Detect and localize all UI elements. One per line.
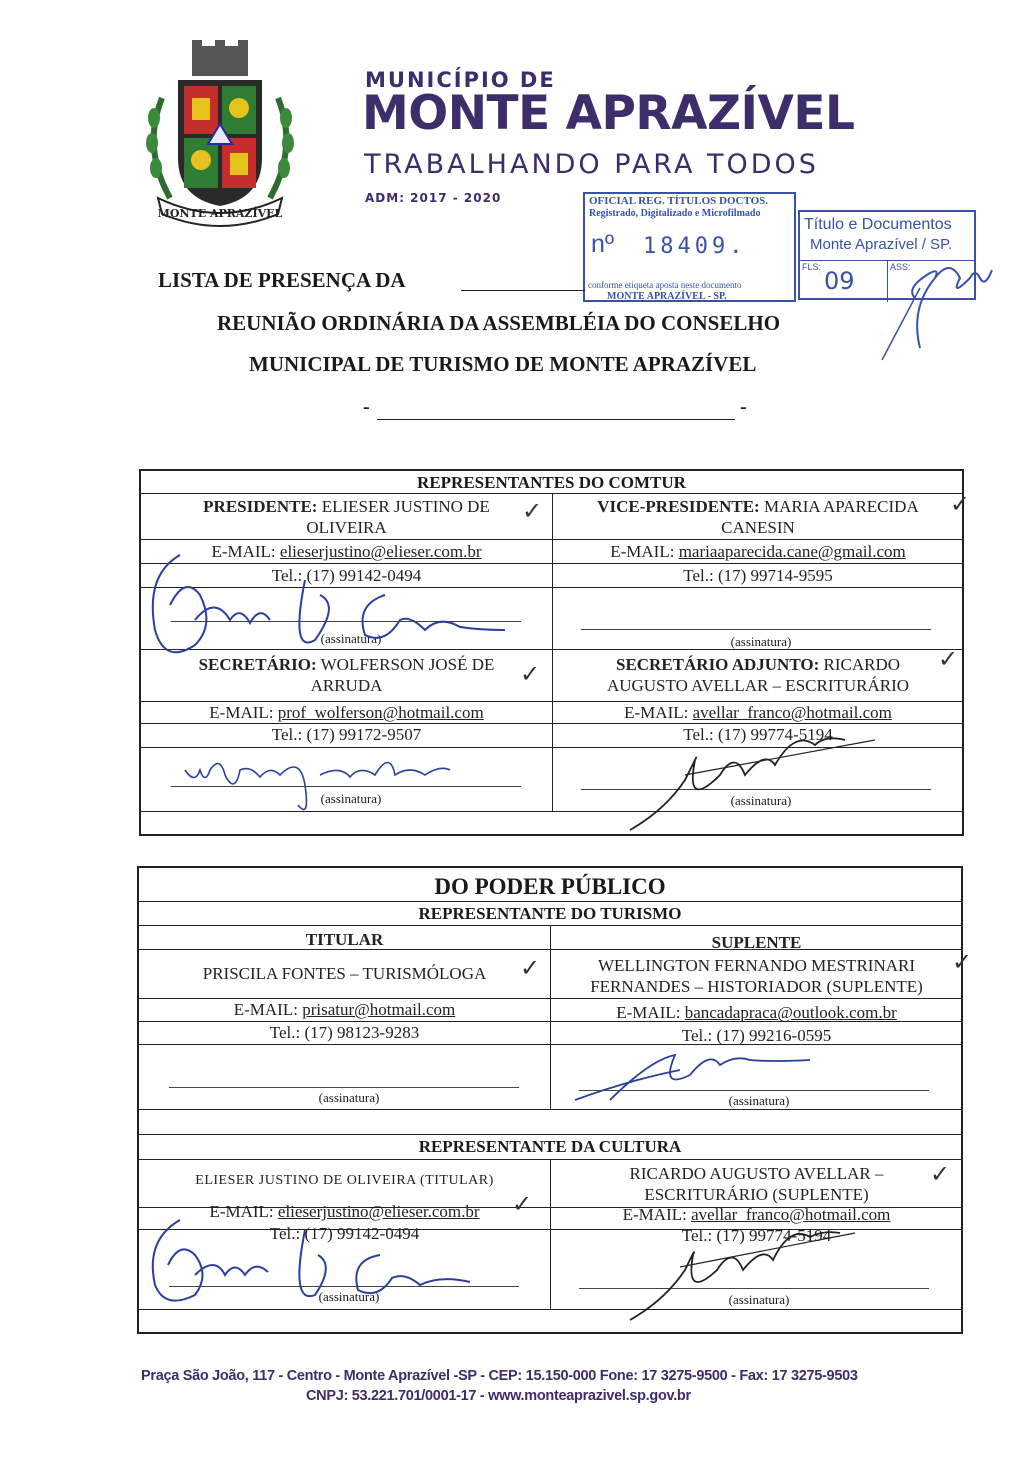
cultura-suplente-tel: Tel.: (17) 99774-5194 bbox=[681, 1226, 832, 1245]
titles-stamp-fls bbox=[800, 260, 888, 302]
secretary-email bbox=[141, 702, 552, 723]
cultura-header: REPRESENTANTE DA CULTURA bbox=[418, 1137, 682, 1156]
president-name bbox=[141, 496, 552, 538]
president-signature-label: (assinatura) bbox=[320, 631, 382, 646]
turismo-suplente-name-a: WELLINGTON FERNANDO MESTRINARI bbox=[598, 956, 915, 975]
president-email-label: E-MAIL: bbox=[211, 542, 276, 561]
secretary-email-label: E-MAIL: bbox=[209, 703, 274, 722]
cultura-titular-name: ELIESER JUSTINO DE OLIVEIRA (TITULAR) bbox=[195, 1173, 494, 1188]
checkmark-icon: ✓ bbox=[952, 948, 973, 976]
poder-publico-header: DO PODER PÚBLICO bbox=[434, 874, 666, 899]
cultura-suplente-name-b: ESCRITURÁRIO (SUPLENTE) bbox=[644, 1185, 869, 1204]
checkmark-icon: ✓ bbox=[930, 1160, 951, 1188]
adjunct-name-a: RICARDO bbox=[823, 655, 901, 674]
fls-label: FLS: bbox=[802, 262, 822, 272]
vice-signature-label: (assinatura) bbox=[730, 634, 792, 649]
president-signature bbox=[140, 535, 520, 670]
secretary-email-value[interactable]: prof_wolferson@hotmail.com bbox=[277, 703, 484, 722]
secretary-signature-label: (assinatura) bbox=[320, 791, 382, 806]
checkmark-icon: ✓ bbox=[522, 497, 543, 525]
vice-name-b: CANESIN bbox=[721, 518, 795, 537]
vice-signature-line bbox=[581, 629, 931, 630]
president-role: PRESIDENTE: bbox=[203, 497, 318, 516]
footer-address: Praça São João, 117 - Centro - Monte Aprazível -SP - CEP: 15.150-000 Fone: 17 3275-9500 - Fax: 17 3275-9503 bbox=[141, 1368, 858, 1384]
stamp-signature bbox=[880, 248, 1000, 368]
secretary-role: SECRETÁRIO: bbox=[198, 655, 317, 674]
ass-label: ASS: bbox=[890, 262, 911, 272]
title-dash-left: - bbox=[363, 396, 370, 418]
cultura-suplente-email-label: E-MAIL: bbox=[622, 1205, 687, 1224]
cultura-suplente-email-value[interactable]: avellar_franco@hotmail.com bbox=[691, 1205, 891, 1224]
turismo-suplente-signature bbox=[570, 1040, 830, 1110]
brand-municipio: MUNICÍPIO DE bbox=[365, 68, 556, 92]
adjunct-signature-label: (assinatura) bbox=[730, 793, 792, 808]
cultura-titular-signature-label: (assinatura) bbox=[318, 1289, 380, 1304]
secretary-tel: Tel.: (17) 99172-9507 bbox=[271, 725, 422, 744]
titles-stamp-line1: Título e Documentos bbox=[804, 216, 952, 233]
turismo-suplente-name bbox=[550, 955, 963, 997]
cultura-suplente-name-a: RICARDO AUGUSTO AVELLAR – bbox=[629, 1164, 884, 1183]
col-titular: TITULAR bbox=[305, 930, 384, 949]
title-line3: MUNICIPAL DE TURISMO DE MONTE APRAZÍVEL bbox=[249, 352, 757, 376]
secretary-name-b: ARRUDA bbox=[310, 676, 383, 695]
turismo-header: REPRESENTANTE DO TURISMO bbox=[418, 904, 682, 923]
president-name-b: OLIVEIRA bbox=[306, 518, 387, 537]
cultura-titular-email-label: E-MAIL: bbox=[209, 1202, 274, 1221]
col-suplente: SUPLENTE bbox=[711, 933, 802, 952]
cultura-titular-email-value[interactable]: elieserjustino@elieser.com.br bbox=[277, 1202, 480, 1221]
cultura-suplente-signature-label: (assinatura) bbox=[728, 1292, 790, 1307]
checkmark-icon: ✓ bbox=[938, 645, 959, 673]
president-name-a: ELIESER JUSTINO DE bbox=[321, 497, 490, 516]
secretary-name-a: WOLFERSON JOSÉ DE bbox=[320, 655, 495, 674]
registry-stamp-number: 18409. bbox=[643, 234, 747, 259]
registry-stamp-line1: OFICIAL REG. TÍTULOS DOCTOS. bbox=[589, 195, 769, 207]
cultura-suplente-name bbox=[550, 1163, 963, 1205]
brand-name: MONTE APRAZÍVEL bbox=[362, 86, 855, 141]
president-email-value[interactable]: elieserjustino@elieser.com.br bbox=[279, 542, 482, 561]
adjunct-signature bbox=[625, 720, 885, 835]
vice-name-a: MARIA APARECIDA bbox=[763, 497, 919, 516]
cultura-suplente-signature bbox=[625, 1215, 865, 1325]
comtur-header: REPRESENTANTES DO COMTUR bbox=[417, 473, 686, 492]
turismo-suplente-signature-label: (assinatura) bbox=[728, 1093, 790, 1108]
turismo-titular-email-value[interactable]: prisatur@hotmail.com bbox=[302, 1000, 456, 1019]
turismo-suplente-email-label: E-MAIL: bbox=[616, 1003, 681, 1022]
brand-adm: ADM: 2017 - 2020 bbox=[365, 191, 502, 205]
checkmark-icon: ✓ bbox=[512, 1190, 533, 1218]
adjunct-email-label: E-MAIL: bbox=[624, 703, 689, 722]
turismo-titular-signature-line bbox=[169, 1087, 519, 1088]
turismo-suplente-email-value[interactable]: bancadapraca@outlook.com.br bbox=[684, 1003, 897, 1022]
vice-email-value[interactable]: mariaaparecida.cane@gmail.com bbox=[678, 542, 906, 561]
turismo-suplente-email bbox=[550, 1002, 963, 1023]
title-dash-right: - bbox=[740, 396, 747, 418]
brand-tagline: TRABALHANDO PARA TODOS bbox=[364, 149, 819, 180]
footer-cnpj-website: CNPJ: 53.221.701/0001-17 - www.monteaprazivel.sp.gov.br bbox=[306, 1388, 691, 1404]
vice-tel: Tel.: (17) 99714-9595 bbox=[683, 566, 833, 585]
secretary-signature bbox=[180, 745, 460, 825]
title-line2: REUNIÃO ORDINÁRIA DA ASSEMBLÉIA DO CONSELHO bbox=[217, 311, 781, 335]
adjunct-email-value[interactable]: avellar_franco@hotmail.com bbox=[692, 703, 892, 722]
vice-email bbox=[552, 541, 964, 562]
checkmark-icon: ✓ bbox=[520, 954, 541, 982]
vice-role: VICE-PRESIDENTE: bbox=[597, 497, 760, 516]
titles-stamp-line2: Monte Aprazível / SP. bbox=[810, 236, 953, 253]
crest-banner-text: MONTE APRAZÍVEL bbox=[157, 207, 283, 220]
title-line1: LISTA DE PRESENÇA DA bbox=[158, 268, 406, 292]
registry-stamp bbox=[583, 192, 796, 302]
vice-email-label: E-MAIL: bbox=[610, 542, 675, 561]
title-blank-line bbox=[461, 290, 585, 291]
checkmark-icon: ✓ bbox=[950, 490, 971, 518]
cultura-titular-signature bbox=[140, 1210, 480, 1310]
registry-stamp-number-label: nº bbox=[591, 230, 615, 258]
turismo-suplente-tel: Tel.: (17) 99216-0595 bbox=[681, 1026, 832, 1045]
turismo-titular-email bbox=[139, 999, 550, 1020]
adjunct-role: SECRETÁRIO ADJUNTO: bbox=[615, 655, 820, 674]
registry-stamp-line2: Registrado, Digitalizado e Microfilmado bbox=[589, 208, 761, 219]
adjunct-name bbox=[552, 654, 964, 696]
municipal-coat-of-arms-icon bbox=[140, 38, 300, 228]
cultura-titular-tel: Tel.: (17) 99142-0494 bbox=[269, 1224, 420, 1243]
adjunct-name-b: AUGUSTO AVELLAR – ESCRITURÁRIO bbox=[606, 676, 910, 695]
registry-stamp-line4: MONTE APRAZÍVEL - SP. bbox=[607, 291, 727, 302]
adjunct-tel: Tel.: (17) 99774-5194 bbox=[683, 725, 833, 744]
fls-value: 09 bbox=[824, 267, 855, 295]
turismo-titular-signature-label: (assinatura) bbox=[318, 1090, 380, 1105]
turismo-titular-tel: Tel.: (17) 98123-9283 bbox=[269, 1023, 420, 1042]
president-tel: Tel.: (17) 99142-0494 bbox=[271, 566, 422, 585]
checkmark-icon: ✓ bbox=[520, 660, 541, 688]
turismo-suplente-name-b: FERNANDES – HISTORIADOR (SUPLENTE) bbox=[590, 977, 923, 996]
turismo-titular-name: PRISCILA FONTES – TURISMÓLOGA bbox=[202, 964, 487, 983]
turismo-titular-email-label: E-MAIL: bbox=[233, 1000, 298, 1019]
title-date-line bbox=[377, 419, 735, 420]
vice-name bbox=[552, 496, 964, 538]
registry-stamp-line3: conforme etiqueta aposta neste documento bbox=[588, 280, 742, 290]
